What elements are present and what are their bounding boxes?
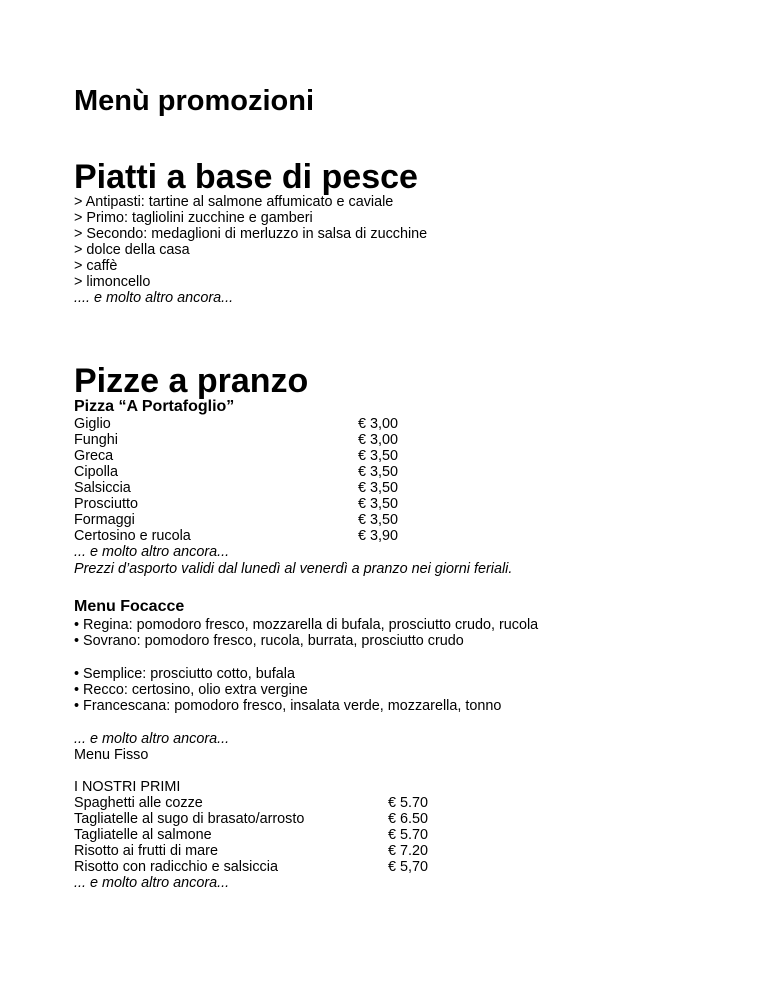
pizza-name: Salsiccia xyxy=(74,480,131,496)
primo-price: € 5.70 xyxy=(388,827,429,843)
pizze-heading: Pizze a pranzo xyxy=(74,362,309,400)
pesce-item: > caffè xyxy=(74,258,118,274)
primo-name: Risotto ai frutti di mare xyxy=(74,843,218,859)
pizza-name: Funghi xyxy=(74,432,119,448)
primo-name: Risotto con radicchio e salsiccia xyxy=(74,859,278,875)
pizza-name: Cipolla xyxy=(74,464,118,480)
pizze-subheading: Pizza “A Portafoglio” xyxy=(74,398,235,415)
pizze-more: ... e molto altro ancora... xyxy=(74,544,230,560)
pizza-price: € 3,50 xyxy=(358,464,399,480)
pizza-price: € 3,90 xyxy=(358,528,399,544)
primo-price: € 6.50 xyxy=(388,811,429,827)
focacce-more: ... e molto altro ancora... xyxy=(74,731,230,747)
pizza-name: Greca xyxy=(74,448,114,464)
pizza-name: Prosciutto xyxy=(74,496,138,512)
pizza-name: Formaggi xyxy=(74,512,135,528)
focaccia-item: • Regina: pomodoro fresco, mozzarella di bufala, prosciutto crudo, rucola xyxy=(74,617,539,633)
pesce-more: .... e molto altro ancora... xyxy=(74,290,234,306)
pesce-item: > dolce della casa xyxy=(74,242,190,258)
focaccia-item: • Semplice: prosciutto cotto, bufala xyxy=(74,666,296,682)
menu-fisso-label: Menu Fisso xyxy=(74,747,149,763)
pesce-item: > Antipasti: tartine al salmone affumicato e caviale xyxy=(74,194,394,210)
pesce-heading: Piatti a base di pesce xyxy=(74,158,418,196)
primo-price: € 7.20 xyxy=(388,843,429,859)
pesce-item: > limoncello xyxy=(74,274,151,290)
pizza-name: Certosino e rucola xyxy=(74,528,191,544)
pizza-price: € 3,50 xyxy=(358,512,399,528)
focaccia-item: • Recco: certosino, olio extra vergine xyxy=(74,682,308,698)
pizza-price: € 3,00 xyxy=(358,432,399,448)
focacce-heading: Menu Focacce xyxy=(74,598,185,615)
primi-heading: I NOSTRI PRIMI xyxy=(74,779,181,795)
primo-name: Tagliatelle al salmone xyxy=(74,827,212,843)
pizza-price: € 3,50 xyxy=(358,496,399,512)
pesce-item: > Secondo: medaglioni di merluzzo in salsa di zucchine xyxy=(74,226,428,242)
pizza-price: € 3,50 xyxy=(358,480,399,496)
pizza-name: Giglio xyxy=(74,416,111,432)
page-title: Menù promozioni xyxy=(74,85,315,117)
pizza-price: € 3,50 xyxy=(358,448,399,464)
primo-price: € 5,70 xyxy=(388,859,429,875)
primi-more: ... e molto altro ancora... xyxy=(74,875,230,891)
pizze-note: Prezzi d’asporto validi dal lunedì al venerdì a pranzo nei giorni feriali. xyxy=(74,561,513,577)
pesce-item: > Primo: tagliolini zucchine e gamberi xyxy=(74,210,313,226)
primo-price: € 5.70 xyxy=(388,795,429,811)
focaccia-item: • Francescana: pomodoro fresco, insalata verde, mozzarella, tonno xyxy=(74,698,502,714)
focaccia-item: • Sovrano: pomodoro fresco, rucola, burrata, prosciutto crudo xyxy=(74,633,464,649)
primo-name: Tagliatelle al sugo di brasato/arrosto xyxy=(74,811,305,827)
pizza-price: € 3,00 xyxy=(358,416,399,432)
primo-name: Spaghetti alle cozze xyxy=(74,795,203,811)
